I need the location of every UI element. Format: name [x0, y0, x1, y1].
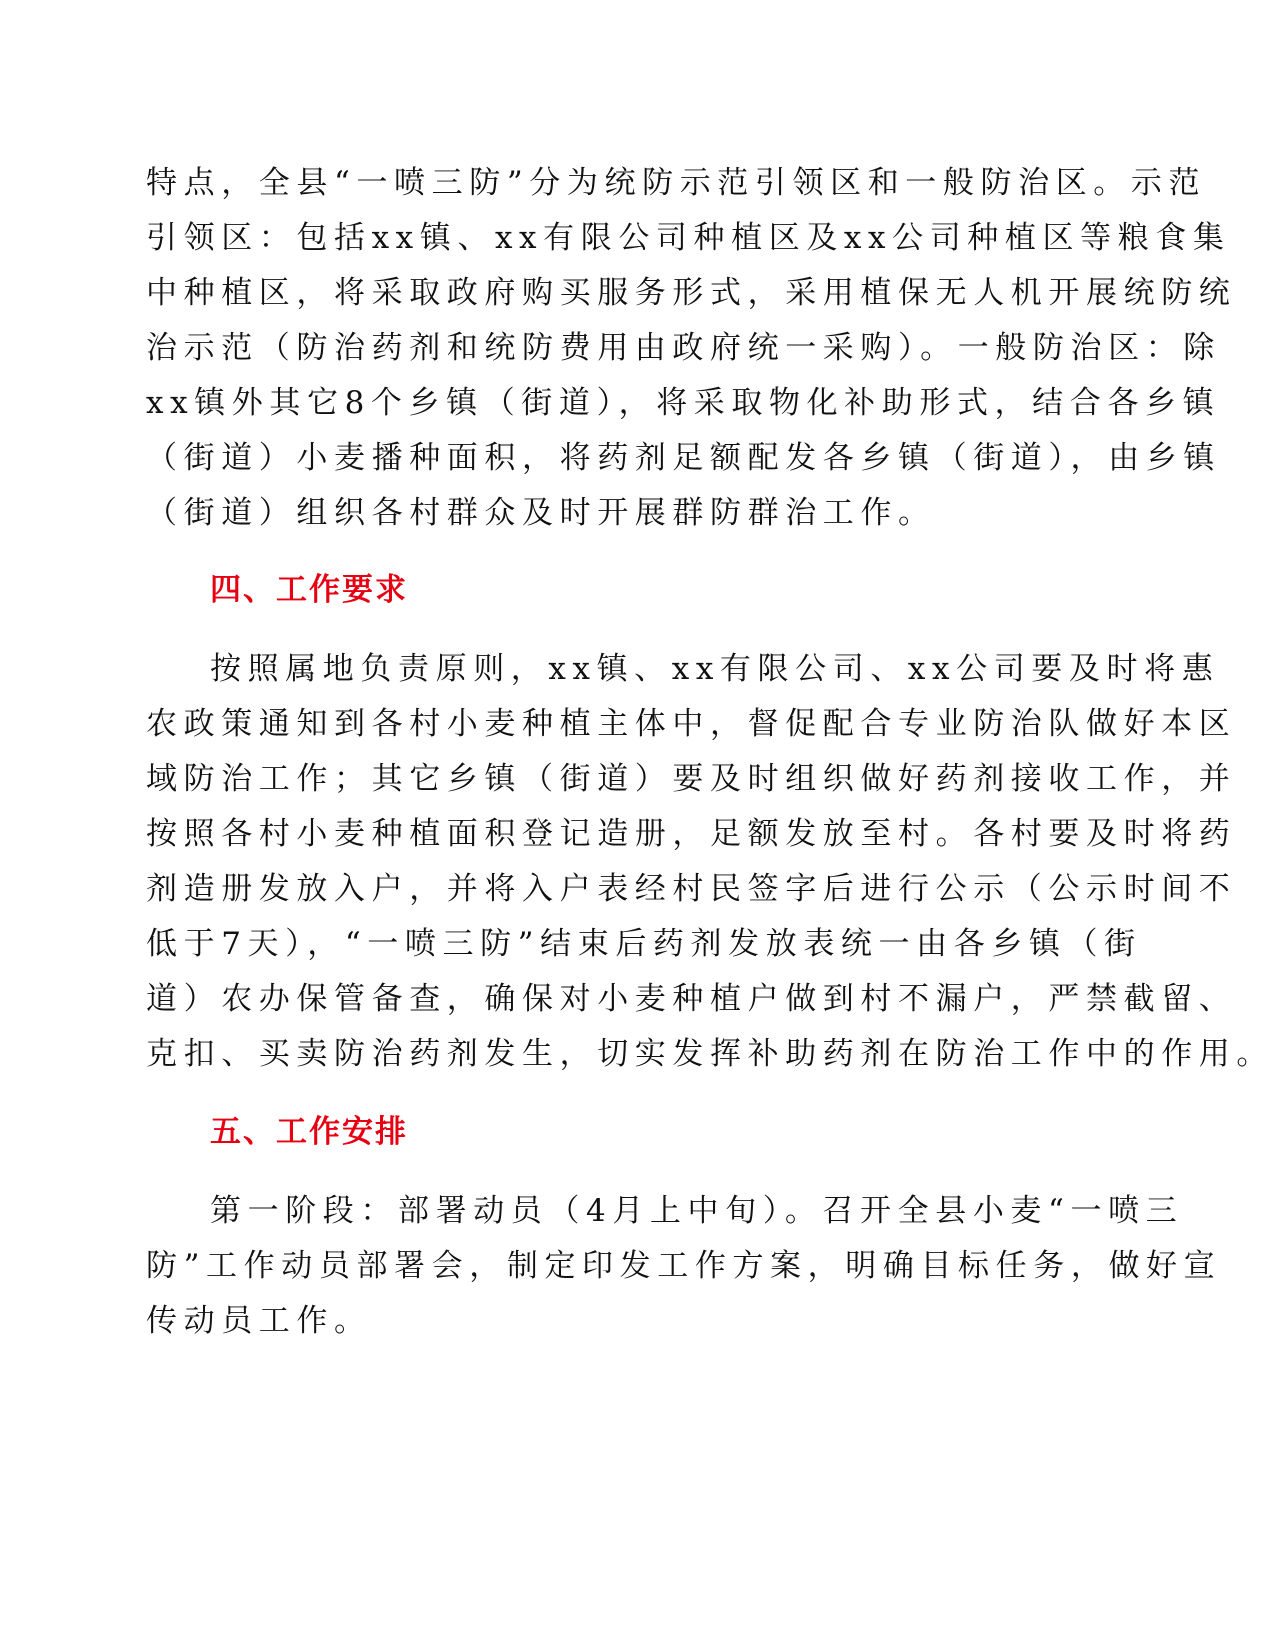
paragraph-line: xx镇外其它8个乡镇（街道），将采取物化补助形式，结合各乡镇	[146, 385, 1221, 421]
paragraph-line: 引领区：包括xx镇、xx有限公司种植区及xx公司种植区等粮食集	[146, 220, 1231, 256]
paragraph-line: 域防治工作；其它乡镇（街道）要及时组织做好药剂接收工作，并	[146, 761, 1237, 797]
paragraph-line: 按照各村小麦种植面积登记造册，足额发放至村。各村要及时将药	[146, 816, 1237, 852]
paragraph-line: 低于7天），“一喷三防”结束后药剂发放表统一由各乡镇（街	[146, 926, 1142, 962]
paragraph-line: 按照属地负责原则，xx镇、xx有限公司、xx公司要及时将惠	[210, 651, 1220, 687]
paragraph-line: 传动员工作。	[146, 1303, 372, 1339]
paragraph-line: （街道）组织各村群众及时开展群防群治工作。	[146, 495, 936, 531]
paragraph-line: 防”工作动员部署会，制定印发工作方案，明确目标任务，做好宣	[146, 1248, 1222, 1284]
paragraph-line: 道）农办保管备查，确保对小麦种植户做到村不漏户，严禁截留、	[146, 981, 1237, 1017]
paragraph-line: 治示范（防治药剂和统防费用由政府统一采购）。一般防治区：除	[146, 330, 1221, 366]
paragraph-line: 特点，全县“一喷三防”分为统防示范引领区和一般防治区。示范	[146, 165, 1207, 201]
paragraph-line: （街道）小麦播种面积，将药剂足额配发各乡镇（街道），由乡镇	[146, 440, 1221, 476]
paragraph-line: 第一阶段：部署动员（4月上中旬）。召开全县小麦“一喷三	[210, 1193, 1184, 1229]
paragraph-line: 剂造册发放入户，并将入户表经村民签字后进行公示（公示时间不	[146, 871, 1237, 907]
section-heading-schedule: 五、工作安排	[210, 1114, 408, 1150]
paragraph-line: 克扣、买卖防治药剂发生，切实发挥补助药剂在防治工作中的作用。	[146, 1036, 1274, 1072]
section-heading-requirements: 四、工作要求	[210, 572, 408, 608]
paragraph-line: 农政策通知到各村小麦种植主体中，督促配合专业防治队做好本区	[146, 706, 1237, 742]
paragraph-line: 中种植区，将采取政府购买服务形式，采用植保无人机开展统防统	[146, 275, 1237, 311]
